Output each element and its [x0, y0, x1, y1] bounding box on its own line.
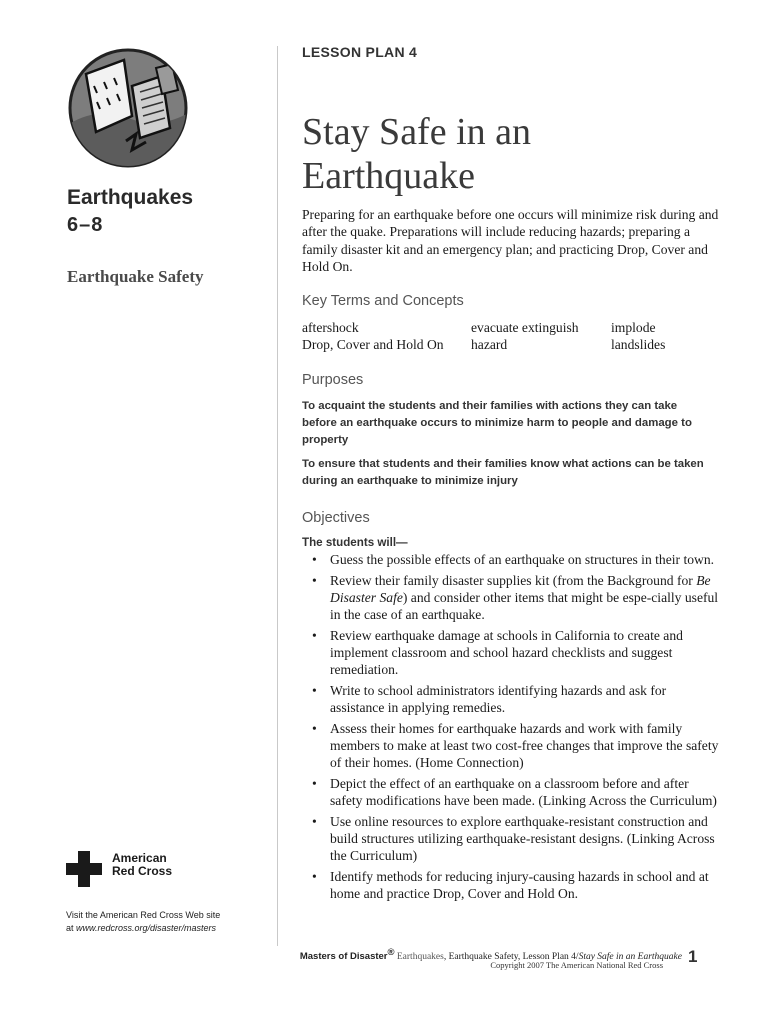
page-title	[302, 110, 742, 198]
american-red-cross-logo	[66, 849, 206, 889]
objective-item: • Guess the possible effects of an earthquake on structures in their town.	[312, 552, 715, 567]
objective-item: • Use online resources to explore earthquake-resistant construction and build structures utilizing earthquake-resistant designs. (Linking Across the Curriculum)	[312, 814, 715, 863]
objectives-heading: Objectives	[302, 510, 370, 526]
page-number: 1	[688, 947, 698, 966]
referenced-title: Be Disaster Safe	[330, 573, 711, 605]
logo-text-line2: Red Cross	[112, 864, 173, 878]
objectives-list	[302, 551, 722, 906]
lesson-subject: Earthquake Safety	[67, 267, 204, 286]
objective-text: Review earthquake damage at schools in California to create and implement classroom and school hazard checklists and suggest remediation.	[330, 628, 683, 677]
objective-text: Review their family disaster supplies kit (from the Background for Be Disaster Safe) and consider other items that might be espe-cially useful in the case of an earthquake.	[330, 573, 719, 622]
key-term: hazard	[471, 337, 508, 352]
objective-text: Use online resources to explore earthquake-resistant construction and build structures utilizing earthquake-resistant designs. (Linking Across the Curriculum)	[330, 814, 715, 863]
visit-url-link[interactable]: www.redcross.org/disaster/masters	[76, 923, 217, 933]
objective-item: • Assess their homes for earthquake hazards and work with family members to make at least two cost-free changes that improve the safety of their homes. (Home Connection)	[312, 721, 719, 770]
footer-lesson-title: Stay Safe in an Earthquake	[578, 952, 682, 963]
visit-url-line	[66, 922, 216, 934]
objectives-lead: The students will—	[302, 536, 408, 549]
objective-item: • Review earthquake damage at schools in California to create and implement classroom and school hazard checklists and suggest remediation.	[312, 628, 683, 677]
objective-text: Identify methods for reducing injury-causing hazards in school and at home and practice Drop, Cover and Hold On.	[330, 869, 709, 901]
visit-text: Visit the American Red Cross Web site	[66, 910, 221, 920]
earthquake-buildings-icon	[66, 46, 190, 170]
objective-item: • Write to school administrators identifying hazards and ask for assistance in applying remedies.	[312, 683, 667, 715]
objective-text: Assess their homes for earthquake hazards and work with family members to make at least two cost-free changes that improve the safety of their homes. (Home Connection)	[330, 721, 719, 770]
objective-text: Depict the effect of an earthquake on a classroom before and after safety modifications have been made. (Linking Across the Curriculum)	[330, 776, 717, 808]
page-title-line2: Earthquake	[302, 155, 476, 197]
visit-prefix: at	[66, 923, 77, 933]
registered-mark: ®	[387, 947, 395, 958]
logo-text-line1: American	[112, 851, 167, 865]
key-term: implode	[611, 320, 656, 335]
objective-item: • Identify methods for reducing injury-causing hazards in school and at home and practice Drop, Cover and Hold On.	[312, 869, 709, 901]
series-title: Earthquakes	[67, 186, 194, 209]
page-title-line1: Stay Safe in an	[302, 111, 532, 153]
objective-item: • Review their family disaster supplies kit (from the Background for Be Disaster Safe) and consider other items that might be espe-cially useful in the case of an earthquake.	[312, 573, 719, 622]
purpose-item: To acquaint the students and their families with actions they can take before an earthquake occurs to minimize harm to people and damage to property	[302, 400, 692, 446]
column-divider	[277, 46, 278, 946]
purposes-heading: Purposes	[302, 372, 364, 388]
objective-text: Guess the possible effects of an earthquake on structures in their town.	[330, 552, 715, 567]
objective-item: • Depict the effect of an earthquake on a classroom before and after safety modifications have been made. (Linking Across the Curriculum)	[312, 776, 717, 808]
objective-text: Write to school administrators identifying hazards and ask for assistance in applying remedies.	[330, 683, 667, 715]
footer-text: Earthquake Safety, Lesson Plan 4/	[448, 952, 579, 963]
key-term: evacuate extinguish	[471, 320, 579, 335]
purpose-item: To ensure that students and their families know what actions can be taken during an earthquake to minimize injury	[302, 458, 704, 487]
intro-paragraph: Preparing for an earthquake before one occurs will minimize risk during and after the quake. Preparations will include reducing hazards; preparing a family disaster kit and an emergency plan; and practicing Drop, Cover and Hold On.	[302, 207, 719, 275]
footer-series: Earthquakes	[396, 952, 444, 963]
key-term: Drop, Cover and Hold On	[302, 337, 444, 352]
grade-range: 6–8	[67, 214, 104, 236]
red-cross-icon	[66, 851, 102, 887]
lesson-label: LESSON PLAN 4	[302, 44, 418, 60]
key-term: landslides	[611, 337, 666, 352]
key-term: aftershock	[302, 320, 359, 335]
footer-brand: Masters of Disaster	[299, 951, 388, 963]
footer-separator: ,	[443, 952, 449, 963]
copyright: Copyright 2007 The American National Red Cross	[490, 960, 663, 970]
key-terms-heading: Key Terms and Concepts	[302, 293, 464, 309]
